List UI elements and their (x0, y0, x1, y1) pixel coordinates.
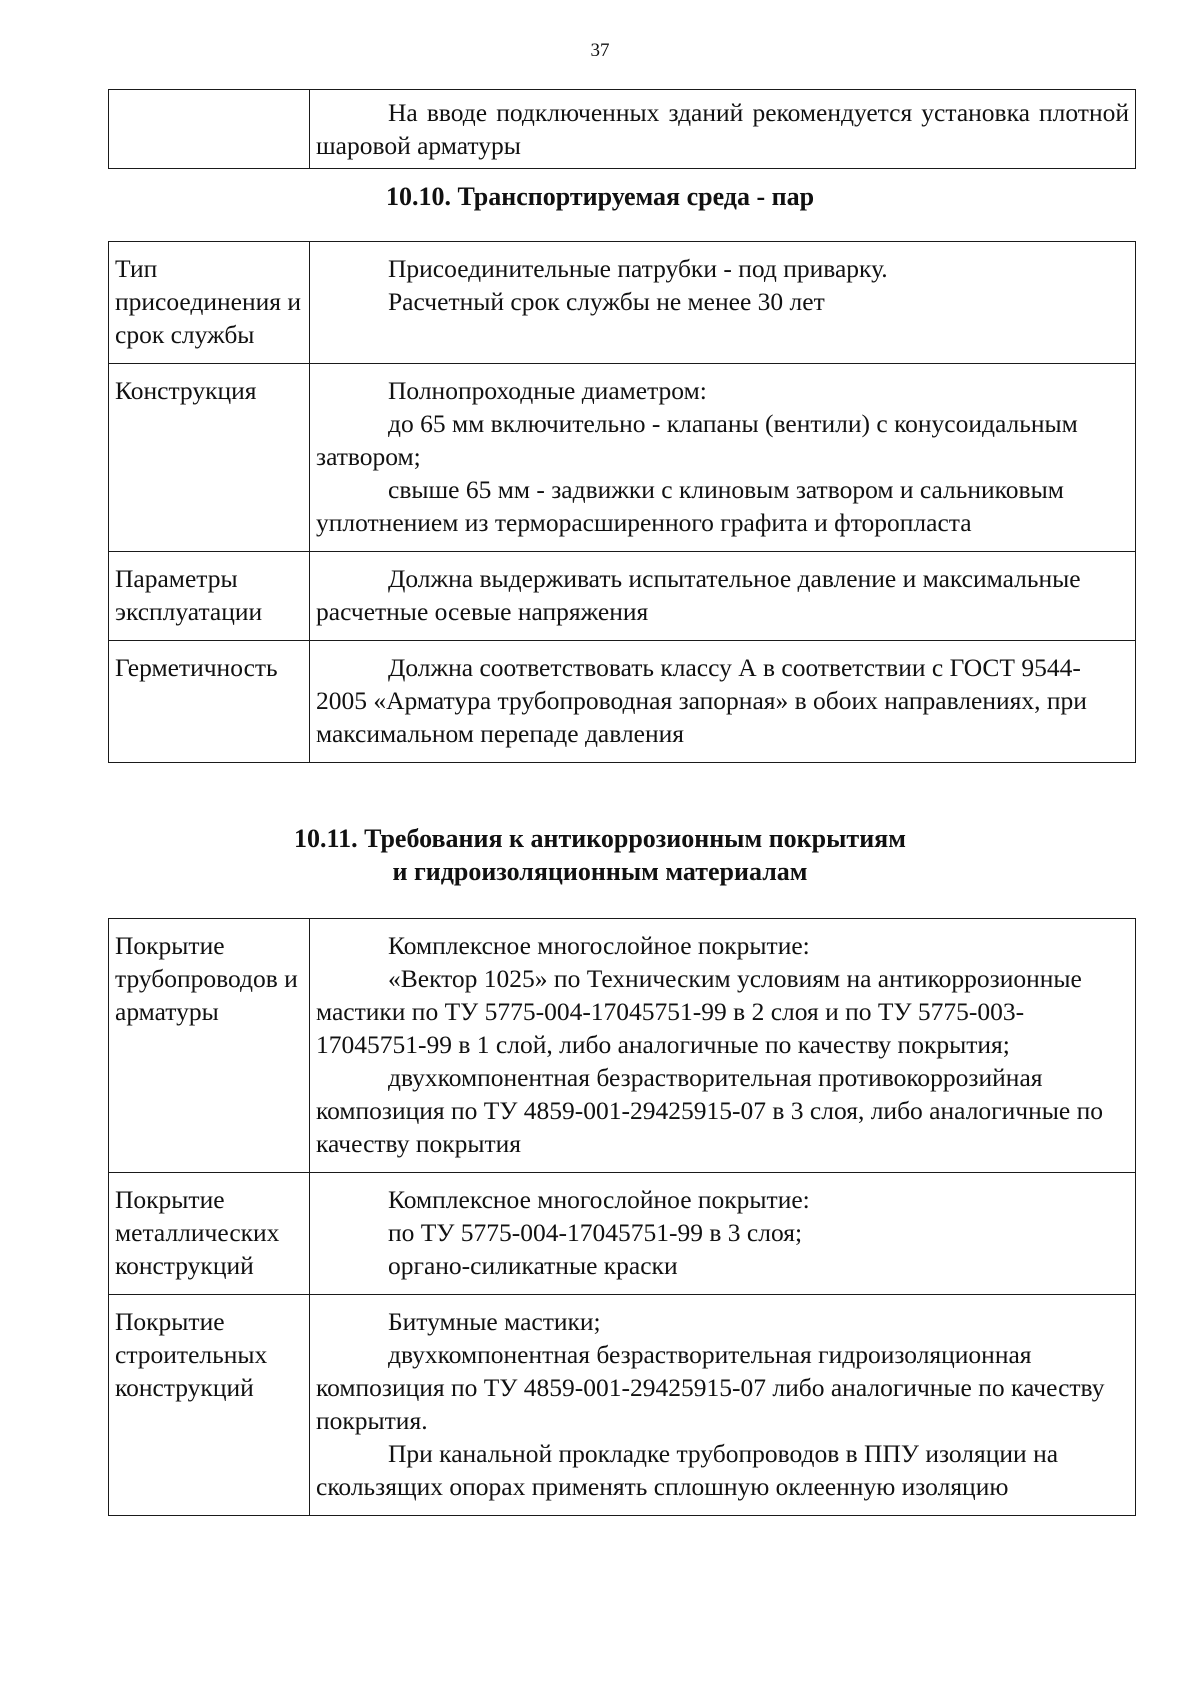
row-content (310, 641, 1136, 763)
row-content (310, 90, 1136, 169)
paragraph: При канальной прокладке трубопроводов в ППУ изоляции на скользящих опорах применять сплошную оклеенную изоляцию (316, 1439, 1059, 1501)
row-label: Покрытие металлических конструкций (109, 1173, 310, 1295)
section-heading-10-11 (0, 822, 1200, 888)
paragraph: На вводе подключенных зданий рекомендуется установка плотной шаровой арматуры (316, 98, 1129, 160)
table-row (109, 364, 1136, 552)
row-label (109, 90, 310, 169)
paragraph: Расчетный срок службы не менее 30 лет (388, 287, 825, 316)
section-heading-10-10: 10.10. Транспортируемая среда - пар (385, 182, 815, 211)
coatings-table (108, 918, 1136, 1516)
table-row (109, 1173, 1136, 1295)
paragraph: до 65 мм включительно - клапаны (вентили) с конусоидальным затвором; (316, 409, 1078, 471)
paragraph: Комплексное многослойное покрытие: (388, 1185, 810, 1214)
table-row (109, 552, 1136, 641)
row-content (310, 552, 1136, 641)
paragraph: двухкомпонентная безрастворительная противокоррозийная композиция по ТУ 4859-001-29425915-07 в 3 слоя, либо аналогичные по качеству покрытия (316, 1063, 1103, 1158)
continuation-table (108, 89, 1136, 169)
paragraph: Присоединительные патрубки - под приварку. (388, 254, 888, 283)
heading-line: 10.11. Требования к антикоррозионным покрытиям (294, 824, 906, 853)
row-label: Тип присоединения и срок службы (109, 242, 310, 364)
table-row (109, 242, 1136, 364)
paragraph: Битумные мастики; (388, 1307, 601, 1336)
paragraph: свыше 65 мм - задвижки с клиновым затвором и сальниковым уплотнением из терморасширенного графита и фторопласта (316, 475, 1064, 537)
paragraph: Полнопроходные диаметром: (388, 376, 707, 405)
page-number: 37 (590, 40, 610, 61)
row-content (310, 242, 1136, 364)
row-label: Покрытие трубопроводов и арматуры (109, 919, 310, 1173)
table-row (109, 919, 1136, 1173)
row-label: Герметичность (109, 641, 310, 763)
row-label: Параметры эксплуатации (109, 552, 310, 641)
steam-valves-table (108, 241, 1136, 763)
paragraph: Комплексное многослойное покрытие: (388, 931, 810, 960)
row-content (310, 1295, 1136, 1516)
row-label: Конструкция (109, 364, 310, 552)
paragraph: «Вектор 1025» по Техническим условиям на антикоррозионные мастики по ТУ 5775-004-17045751-99 в 2 слоя и по ТУ 5775-003-17045751-99 в 1 слой, либо аналогичные по качеству покрытия; (316, 964, 1082, 1059)
paragraph: Должна соответствовать классу А в соответствии с ГОСТ 9544-2005 «Арматура трубопроводная запорная» в обоих направлениях, при максимальном перепаде давления (316, 653, 1087, 748)
paragraph: по ТУ 5775-004-17045751-99 в 3 слоя; (388, 1218, 803, 1247)
table-row (109, 641, 1136, 763)
table-row (109, 1295, 1136, 1516)
row-content (310, 364, 1136, 552)
row-content (310, 1173, 1136, 1295)
row-label: Покрытие строительных конструкций (109, 1295, 310, 1516)
heading-line: и гидроизоляционным материалам (392, 857, 808, 886)
paragraph: Должна выдерживать испытательное давление и максимальные расчетные осевые напряжения (316, 564, 1081, 626)
paragraph: органо-силикатные краски (388, 1251, 678, 1280)
row-content (310, 919, 1136, 1173)
table-row (109, 90, 1136, 169)
paragraph: двухкомпонентная безрастворительная гидроизоляционная композиция по ТУ 4859-001-29425915-07 либо аналогичные по качеству покрытия. (316, 1340, 1105, 1435)
